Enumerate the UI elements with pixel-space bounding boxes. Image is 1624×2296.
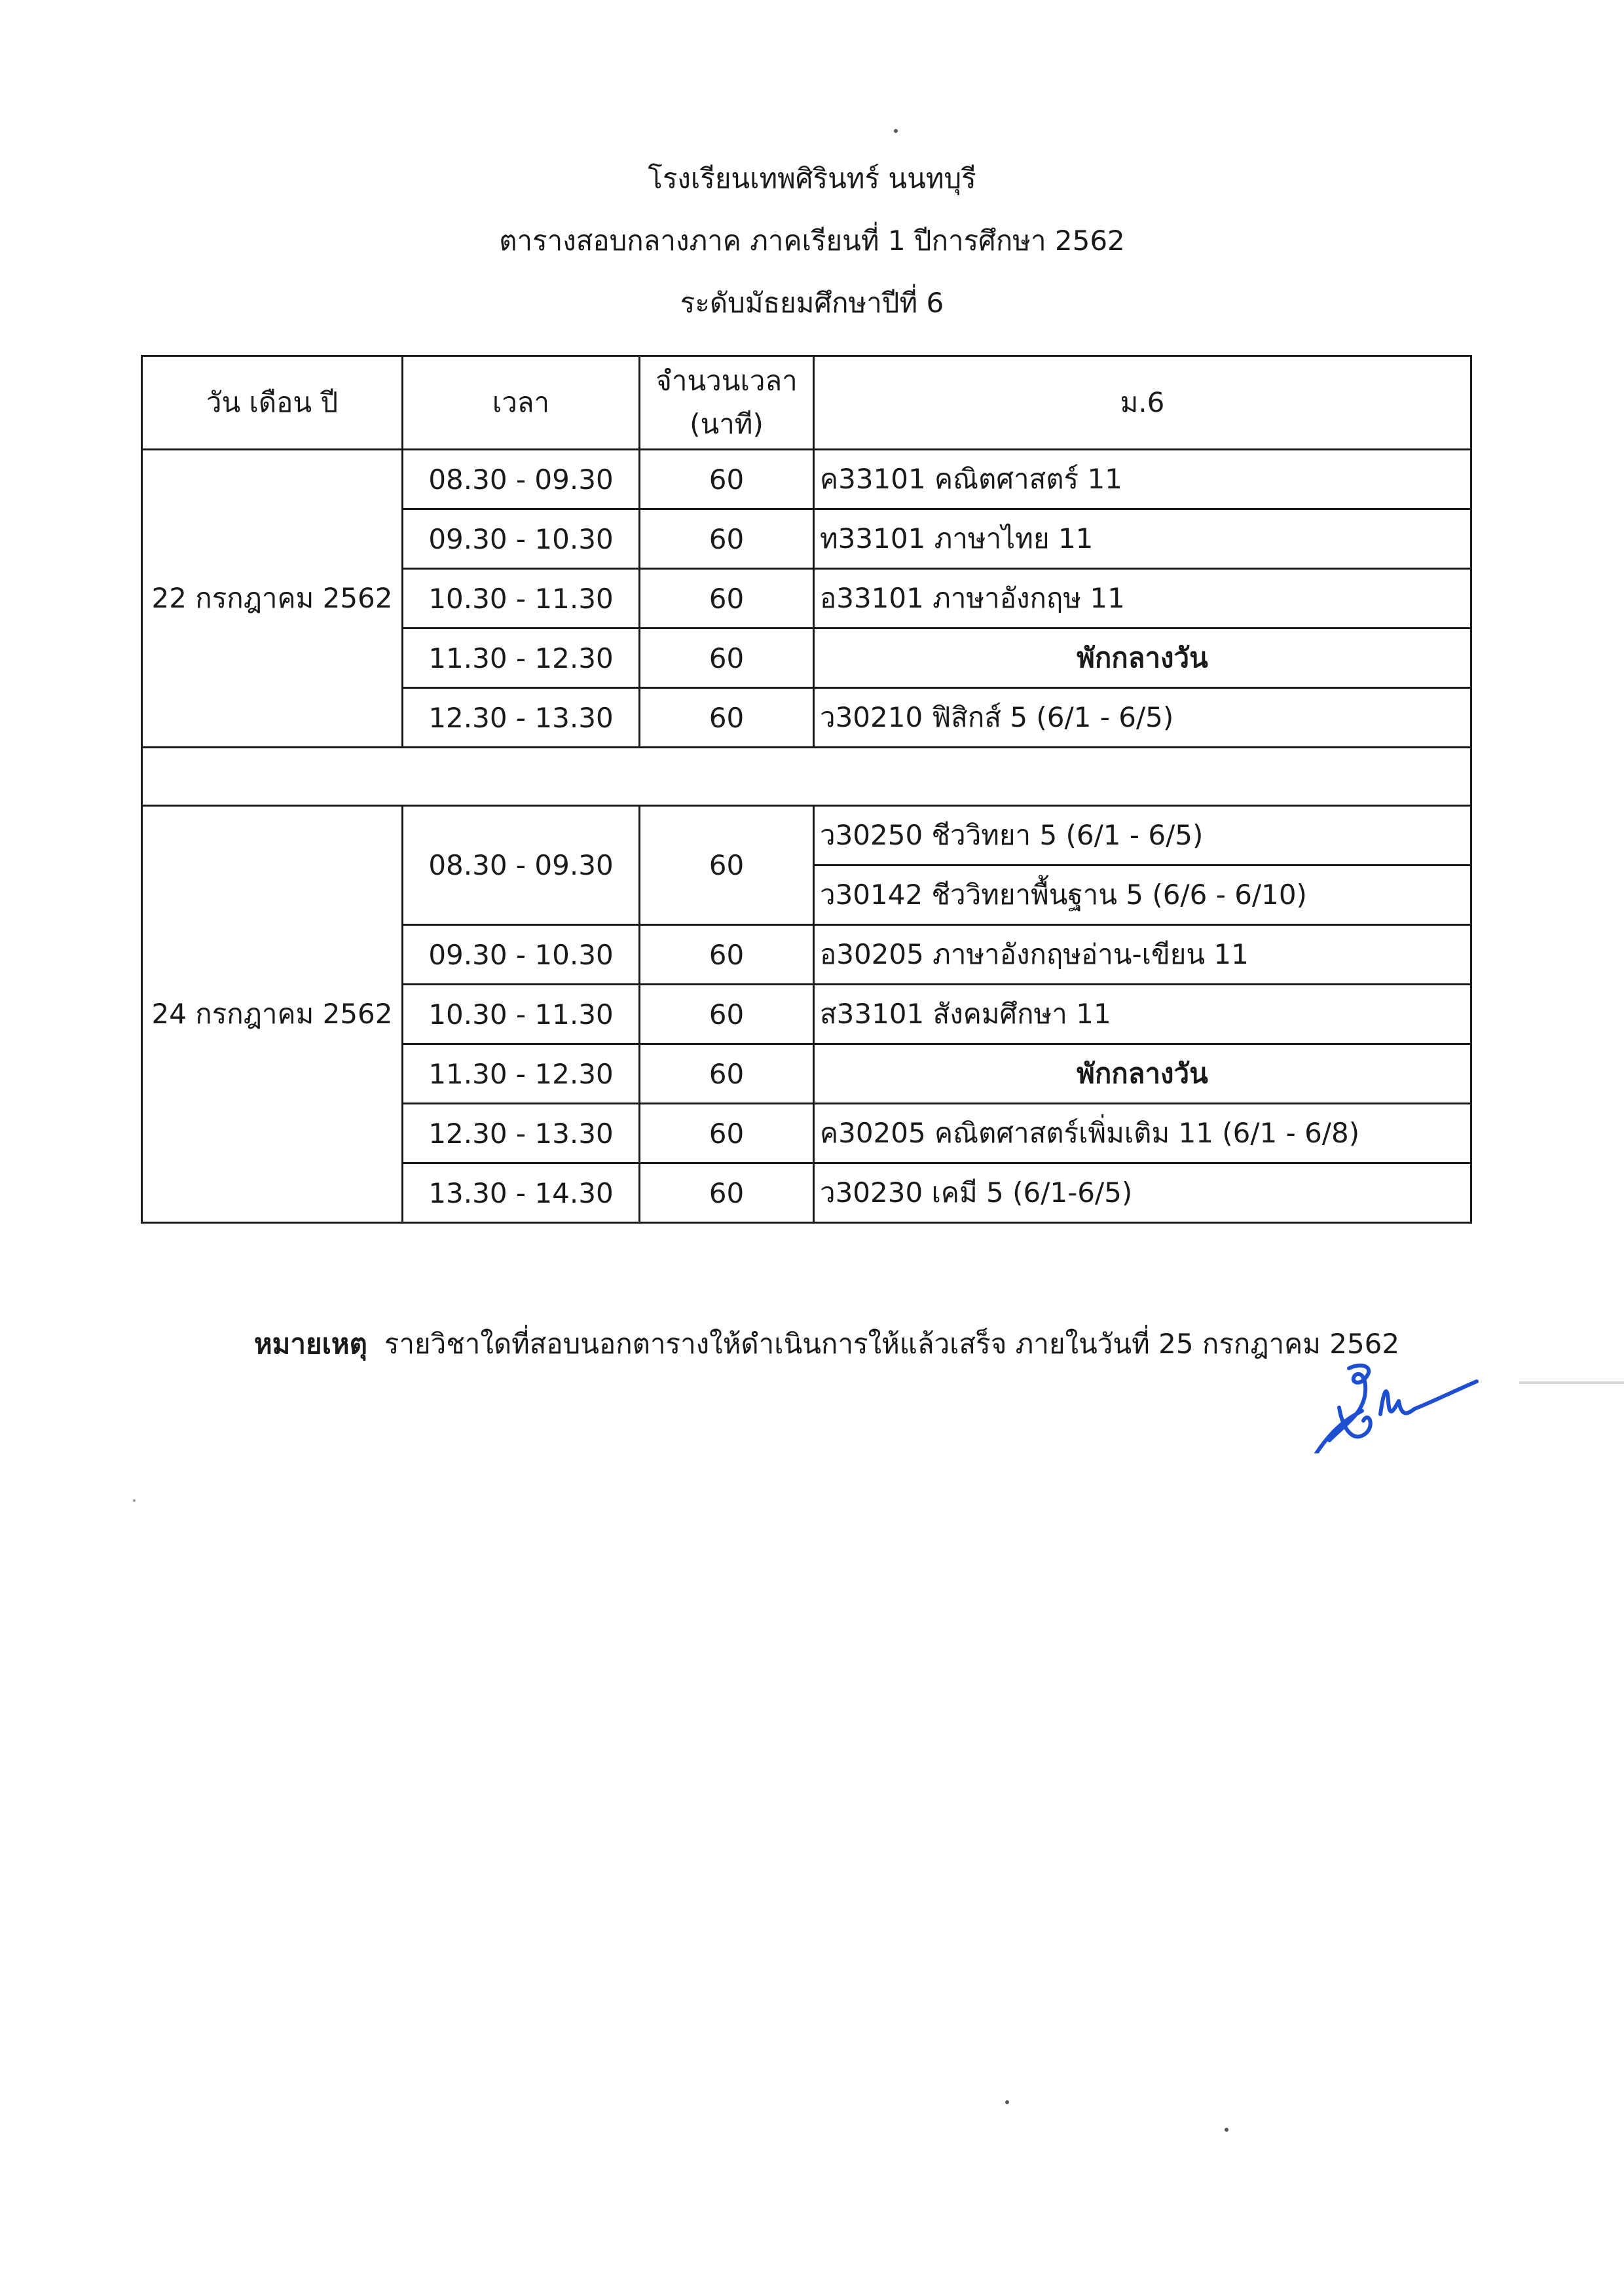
spacer-row [142, 748, 1471, 806]
time-cell: 10.30 - 11.30 [403, 985, 640, 1044]
footnote-label: หมายเหตุ [254, 1328, 367, 1360]
minutes-cell: 60 [640, 629, 814, 688]
footnote-text: รายวิชาใดที่สอบนอกตารางให้ดำเนินการให้แล้วเสร็จ ภายในวันที่ 25 กรกฎาคม 2562 [384, 1328, 1400, 1360]
minutes-cell: 60 [640, 1163, 814, 1223]
grade-level: ระดับมัธยมศึกษาปีที่ 6 [680, 287, 944, 319]
header-duration-line2: (นาที) [690, 408, 764, 440]
time-cell: 12.30 - 13.30 [403, 1104, 640, 1163]
time-cell: 08.30 - 09.30 [403, 450, 640, 509]
subject-cell: ค33101 คณิตศาสตร์ 11 [814, 450, 1471, 509]
footnote [254, 1322, 1399, 1366]
scan-speck [1005, 2100, 1009, 2104]
subject-cell: ส33101 สังคมศึกษา 11 [814, 985, 1471, 1044]
schedule-title: ตารางสอบกลางภาค ภาคเรียนที่ 1 ปีการศึกษา 2562 [499, 225, 1125, 257]
minutes-cell: 60 [640, 925, 814, 985]
subject-cell: ค30205 คณิตศาสตร์เพิ่มเติม 11 (6/1 - 6/8) [814, 1104, 1471, 1163]
lunch-break-cell: พักกลางวัน [814, 629, 1471, 688]
minutes-cell: 60 [640, 1044, 814, 1104]
time-cell: 10.30 - 11.30 [403, 569, 640, 629]
scan-speck [133, 1499, 136, 1502]
header-duration [640, 356, 814, 450]
time-cell: 13.30 - 14.30 [403, 1163, 640, 1223]
lunch-break-cell: พักกลางวัน [814, 1044, 1471, 1104]
subject-cell: ว30142 ชีววิทยาพื้นฐาน 5 (6/6 - 6/10) [814, 866, 1471, 925]
subject-cell: ว30250 ชีววิทยา 5 (6/1 - 6/5) [814, 806, 1471, 866]
signature-mark [1303, 1355, 1480, 1453]
minutes-cell: 60 [640, 1104, 814, 1163]
day1-date: 22 กรกฎาคม 2562 [142, 450, 403, 748]
time-cell: 08.30 - 09.30 [403, 806, 640, 925]
time-cell: 12.30 - 13.30 [403, 688, 640, 748]
minutes-cell: 60 [640, 985, 814, 1044]
table-header-row [142, 356, 1471, 450]
subject-cell: ว30230 เคมี 5 (6/1-6/5) [814, 1163, 1471, 1223]
subject-cell: อ33101 ภาษาอังกฤษ 11 [814, 569, 1471, 629]
school-name: โรงเรียนเทพศิรินทร์ นนทบุรี [648, 162, 976, 194]
scan-speck [894, 129, 898, 133]
scan-artifact-line [1519, 1381, 1624, 1384]
scan-speck [1225, 2128, 1228, 2132]
subject-cell: ท33101 ภาษาไทย 11 [814, 509, 1471, 569]
spacer-cell [142, 748, 1471, 806]
header-time: เวลา [403, 356, 640, 450]
header-date: วัน เดือน ปี [142, 356, 403, 450]
subject-cell: อ30205 ภาษาอังกฤษอ่าน-เขียน 11 [814, 925, 1471, 985]
time-cell: 11.30 - 12.30 [403, 1044, 640, 1104]
minutes-cell: 60 [640, 450, 814, 509]
header-subject: ม.6 [814, 356, 1471, 450]
table-row [142, 806, 1471, 866]
minutes-cell: 60 [640, 806, 814, 925]
exam-schedule-table [141, 355, 1472, 1224]
time-cell: 11.30 - 12.30 [403, 629, 640, 688]
header-duration-line1: จำนวนเวลา [655, 365, 798, 397]
minutes-cell: 60 [640, 688, 814, 748]
minutes-cell: 60 [640, 569, 814, 629]
minutes-cell: 60 [640, 509, 814, 569]
time-cell: 09.30 - 10.30 [403, 509, 640, 569]
subject-cell: ว30210 ฟิสิกส์ 5 (6/1 - 6/5) [814, 688, 1471, 748]
day2-date: 24 กรกฎาคม 2562 [142, 806, 403, 1223]
time-cell: 09.30 - 10.30 [403, 925, 640, 985]
table-row [142, 450, 1471, 509]
